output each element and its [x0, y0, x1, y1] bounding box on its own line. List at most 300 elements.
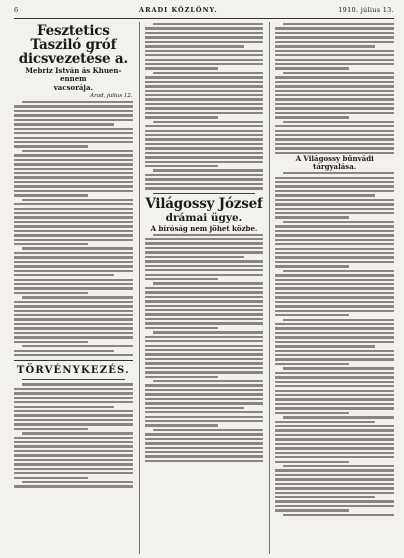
text-line: [14, 128, 133, 130]
column-1: [14, 22, 133, 554]
text-line: [14, 318, 133, 320]
text-line: [145, 442, 264, 444]
text-line: [275, 234, 394, 236]
text-line: [145, 147, 264, 149]
text-line: [275, 287, 394, 289]
text-line: [153, 234, 264, 236]
text-line: [14, 450, 133, 452]
text-line: [14, 301, 133, 303]
text-line: [14, 123, 114, 125]
text-line: [14, 468, 133, 470]
text-line: [283, 270, 394, 272]
text-line: [275, 505, 394, 507]
text-line: [275, 138, 394, 140]
text-line: [145, 393, 264, 395]
text-line: [275, 107, 394, 109]
text-line: [275, 474, 394, 476]
text-line: [145, 247, 264, 249]
text-line: [14, 216, 133, 218]
article-body: [14, 101, 133, 356]
text-line: [275, 190, 394, 192]
text-line: [14, 463, 133, 465]
text-line: [275, 147, 394, 149]
text-line: [14, 208, 133, 210]
text-line: [275, 447, 394, 449]
text-line: [145, 265, 264, 267]
text-line: [283, 416, 394, 418]
text-line: [145, 322, 264, 324]
text-line: [14, 327, 133, 329]
text-line: [14, 163, 133, 165]
text-line: [145, 116, 219, 118]
text-line: [14, 190, 133, 192]
text-line: [275, 265, 349, 267]
text-line: [275, 394, 394, 396]
text-line: [14, 419, 133, 421]
text-line: [14, 314, 133, 316]
text-line: [275, 469, 394, 471]
text-line: [145, 313, 264, 315]
text-line: [275, 492, 394, 494]
text-line: [275, 116, 349, 118]
text-line: [14, 445, 133, 447]
text-line: [14, 354, 133, 356]
text-line: [145, 305, 264, 307]
text-line: [145, 340, 264, 342]
text-line: [275, 54, 394, 56]
text-line: [14, 287, 133, 289]
text-line: [14, 410, 133, 412]
text-line: [275, 134, 394, 136]
text-line: [275, 421, 375, 423]
text-line: [275, 225, 394, 227]
text-line: [283, 514, 394, 516]
text-line: [145, 152, 264, 154]
text-line: [145, 349, 264, 351]
text-line: [14, 441, 133, 443]
text-line: [275, 67, 349, 69]
text-line: [145, 384, 264, 386]
text-line: [275, 310, 394, 312]
text-line: [145, 251, 264, 253]
text-line: [275, 478, 394, 480]
text-line: [145, 90, 264, 92]
text-line: [145, 424, 219, 426]
text-line: [145, 174, 264, 176]
text-line: [145, 278, 219, 280]
text-line: [14, 185, 133, 187]
text-line: [145, 178, 264, 180]
text-line: [145, 187, 264, 189]
text-line: [275, 443, 394, 445]
text-line: [145, 420, 264, 422]
text-line: [14, 239, 133, 241]
text-line: [145, 376, 219, 378]
text-line: [14, 397, 133, 399]
text-line: [145, 134, 264, 136]
text-line: [145, 296, 264, 298]
text-line: [145, 460, 264, 462]
text-line: [22, 296, 133, 298]
text-line: [275, 248, 394, 250]
text-line: [275, 216, 349, 218]
text-line: [145, 300, 264, 302]
text-line: [275, 461, 349, 463]
text-line: [14, 256, 133, 258]
text-line: [22, 481, 133, 483]
text-line: [14, 132, 133, 134]
text-line: [275, 412, 349, 414]
text-line: [145, 67, 219, 69]
text-line: [275, 81, 394, 83]
text-line: [14, 212, 133, 214]
text-line: [275, 239, 394, 241]
text-line: [275, 208, 394, 210]
text-line: [275, 103, 394, 105]
text-line: [153, 169, 264, 171]
text-line: [145, 433, 264, 435]
text-line: [145, 76, 264, 78]
text-line: [14, 172, 133, 174]
text-line: [275, 85, 394, 87]
text-line: [283, 221, 394, 223]
article-subhead: A bíróság nem jöhet közbe.: [150, 223, 258, 233]
text-line: [275, 429, 394, 431]
text-line: [14, 181, 133, 183]
text-line: [14, 406, 114, 408]
text-line: [275, 390, 394, 392]
text-line: [275, 434, 394, 436]
text-line: [14, 230, 133, 232]
text-line: [275, 301, 394, 303]
text-line: [22, 247, 133, 249]
page-number: 6: [14, 6, 19, 14]
article-body: [145, 234, 264, 463]
article-body: [275, 172, 394, 516]
text-line: [153, 72, 264, 74]
text-line: [145, 41, 264, 43]
text-line: [14, 114, 133, 116]
text-line: [145, 238, 264, 240]
text-line: [145, 45, 245, 47]
text-line: [145, 411, 264, 413]
text-line: [14, 414, 133, 416]
text-line: [275, 283, 394, 285]
text-line: [14, 392, 133, 394]
text-line: [275, 403, 394, 405]
text-line: [14, 310, 133, 312]
article-subhead-1: Mebriz István ás Khuen-ennem: [25, 66, 122, 83]
text-line: [275, 185, 394, 187]
text-line: [145, 416, 264, 418]
text-line: [275, 332, 394, 334]
text-line: [145, 407, 245, 409]
text-line: [145, 402, 264, 404]
text-line: [14, 194, 88, 196]
text-line: [275, 177, 394, 179]
text-line: [14, 145, 88, 147]
text-line: [14, 485, 133, 487]
text-line: [275, 243, 394, 245]
text-line: [275, 125, 394, 127]
text-line: [145, 130, 264, 132]
text-line: [14, 341, 88, 343]
text-line: [275, 483, 394, 485]
text-line: [275, 194, 375, 196]
text-line: [275, 98, 394, 100]
text-line: [275, 376, 394, 378]
text-line: [275, 76, 394, 78]
text-line: [153, 331, 264, 333]
text-line: [145, 94, 264, 96]
text-line: [275, 323, 394, 325]
text-line: [145, 36, 264, 38]
text-line: [145, 398, 264, 400]
article-headline-vilagossy-2: drámai ügye.: [165, 211, 243, 224]
text-line: [14, 270, 133, 272]
text-line: [14, 203, 133, 205]
text-line: [145, 32, 264, 34]
text-line: [145, 438, 264, 440]
text-line: [275, 385, 394, 387]
text-line: [14, 283, 133, 285]
text-line: [145, 161, 264, 163]
text-line: [275, 63, 394, 65]
text-line: [14, 350, 114, 352]
text-line: [275, 45, 375, 47]
text-line: [22, 150, 133, 152]
text-line: [275, 381, 394, 383]
text-line: [145, 451, 264, 453]
text-line: [275, 27, 394, 29]
text-line: [145, 274, 264, 276]
text-line: [275, 341, 394, 343]
text-line: [14, 105, 133, 107]
article-body: [275, 23, 394, 154]
text-line: [275, 398, 394, 400]
text-line: [275, 256, 394, 258]
text-line: [145, 107, 264, 109]
text-line: [275, 50, 394, 52]
text-line: [145, 336, 264, 338]
text-line: [145, 156, 264, 158]
text-line: [153, 23, 264, 25]
text-line: [275, 336, 394, 338]
text-line: [275, 112, 394, 114]
text-line: [145, 287, 264, 289]
text-line: [145, 269, 264, 271]
text-line: [275, 130, 394, 132]
text-line: [283, 465, 394, 467]
text-line: [22, 199, 133, 201]
text-line: [22, 432, 133, 434]
text-line: [275, 350, 394, 352]
text-line: [275, 487, 394, 489]
text-line: [14, 141, 133, 143]
text-line: [275, 358, 394, 360]
text-line: [275, 199, 394, 201]
text-line: [275, 279, 394, 281]
text-line: [14, 428, 88, 430]
text-line: [14, 388, 133, 390]
text-line: [145, 50, 264, 52]
text-line: [14, 454, 133, 456]
section-divider: [14, 360, 133, 361]
text-line: [275, 509, 349, 511]
text-line: [145, 63, 264, 65]
text-line: [145, 389, 264, 391]
text-line: [145, 242, 264, 244]
text-line: [153, 121, 264, 123]
text-line: [145, 327, 219, 329]
masthead: [14, 6, 394, 19]
text-line: [275, 230, 394, 232]
text-line: [14, 176, 133, 178]
text-line: [145, 103, 264, 105]
text-line: [275, 363, 349, 365]
text-line: [275, 59, 394, 61]
text-line: [275, 500, 394, 502]
text-line: [275, 345, 375, 347]
article-body: [145, 23, 264, 190]
text-line: [145, 112, 264, 114]
paper-name: ARADI KÖZLÖNY.: [139, 6, 218, 14]
article-headline-festetics: Fesztetics Tasziló gróf dicsvezetése a.: [18, 23, 128, 67]
text-line: [14, 252, 133, 254]
text-line: [14, 261, 133, 263]
text-line: [275, 496, 375, 498]
text-line: [14, 437, 133, 439]
text-line: [14, 472, 133, 474]
text-line: [14, 323, 133, 325]
text-line: [145, 291, 264, 293]
text-line: [14, 234, 133, 236]
text-line: [145, 98, 264, 100]
text-line: [145, 367, 264, 369]
text-line: [145, 183, 264, 185]
text-line: [145, 362, 264, 364]
text-line: [14, 221, 133, 223]
text-line: [145, 165, 219, 167]
text-line: [14, 225, 133, 227]
text-line: [275, 143, 394, 145]
text-line: [145, 27, 264, 29]
text-line: [283, 23, 394, 25]
text-line: [14, 110, 133, 112]
text-line: [275, 305, 394, 307]
text-line: [145, 358, 264, 360]
text-line: [283, 72, 394, 74]
text-line: [14, 159, 133, 161]
text-line: [14, 265, 133, 267]
text-line: [275, 327, 394, 329]
article-subhead-2: vacsorája.: [53, 83, 93, 92]
text-line: [14, 137, 133, 139]
text-line: [14, 459, 133, 461]
text-line: [22, 345, 133, 347]
text-line: [275, 41, 394, 43]
text-line: [145, 125, 264, 127]
text-line: [275, 314, 349, 316]
article-dateline: Arad, julius 12.: [90, 93, 133, 99]
text-line: [145, 143, 264, 145]
section-title-torvenykezes: TÖRVÉNYKEZÉS.: [16, 365, 130, 377]
text-line: [283, 121, 394, 123]
text-line: [14, 292, 88, 294]
text-line: [14, 423, 133, 425]
text-line: [14, 119, 133, 121]
text-line: [14, 279, 133, 281]
text-line: [283, 367, 394, 369]
text-line: [275, 274, 394, 276]
text-line: [275, 456, 394, 458]
text-line: [145, 260, 264, 262]
text-line: [14, 274, 114, 276]
text-line: [275, 354, 394, 356]
text-line: [275, 90, 394, 92]
text-line: [145, 54, 264, 56]
text-line: [145, 59, 264, 61]
text-line: [275, 372, 394, 374]
text-line: [14, 477, 88, 479]
text-line: [22, 383, 133, 385]
text-line: [14, 336, 133, 338]
text-line: [275, 452, 394, 454]
text-line: [275, 407, 394, 409]
text-line: [275, 94, 394, 96]
divider: [153, 193, 256, 194]
text-line: [145, 345, 264, 347]
text-line: [275, 296, 394, 298]
text-line: [14, 168, 133, 170]
text-line: [275, 181, 394, 183]
text-line: [14, 305, 133, 307]
text-line: [275, 152, 394, 154]
column-3: [269, 22, 394, 554]
text-line: [145, 256, 245, 258]
text-line: [275, 36, 394, 38]
text-line: [153, 429, 264, 431]
article-headline-vilagossy: Világossy József: [145, 195, 263, 212]
section-title-vilagossy-trial: A Világossy bűnvádi tárgyalása.: [295, 154, 374, 172]
text-line: [145, 455, 264, 457]
text-line: [145, 353, 264, 355]
text-line: [275, 32, 394, 34]
text-line: [14, 401, 133, 403]
columns: [14, 22, 394, 554]
text-line: [145, 447, 264, 449]
text-line: [14, 154, 133, 156]
text-line: [275, 425, 394, 427]
text-line: [275, 292, 394, 294]
issue-date: 1910. július 13.: [338, 6, 394, 14]
text-line: [275, 203, 394, 205]
text-line: [153, 380, 264, 382]
text-line: [14, 332, 133, 334]
text-line: [283, 172, 394, 174]
text-line: [145, 81, 264, 83]
text-line: [145, 85, 264, 87]
text-line: [275, 252, 394, 254]
article-body: [14, 383, 133, 487]
text-line: [283, 319, 394, 321]
text-line: [275, 261, 394, 263]
text-line: [22, 101, 133, 103]
divider: [22, 379, 125, 380]
text-line: [145, 309, 264, 311]
text-line: [145, 371, 264, 373]
column-2: [139, 22, 264, 554]
